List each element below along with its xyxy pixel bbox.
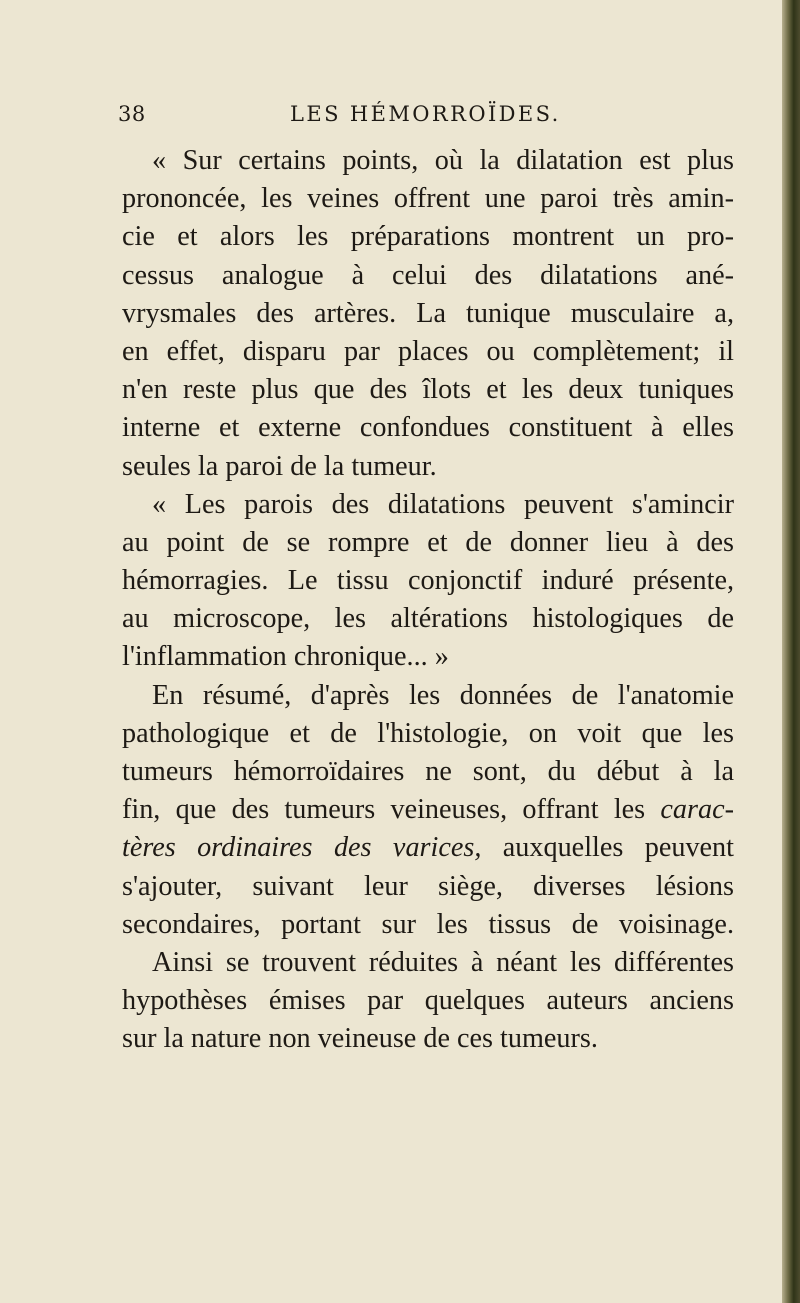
text-line: s'ajouter, suivant leur siège, diverses lésions: [122, 870, 734, 902]
italic-text: carac-: [660, 794, 734, 826]
text-line: interne et externe confondues constituent à elles: [122, 412, 734, 444]
text-line: seules la paroi de la tumeur.: [122, 450, 437, 482]
text-line: au microscope, les altérations histologiques de: [122, 603, 734, 635]
text-line: n'en reste plus que des îlots et les deux tuniques: [122, 374, 734, 406]
page-header: [118, 102, 678, 132]
text-fragment: fin, que des tumeurs veineuses, offrant les: [122, 794, 646, 826]
text-line: tumeurs hémorroïdaires ne sont, du début à la: [122, 756, 734, 787]
text-line: vrysmales des artères. La tunique musculaire a,: [122, 297, 734, 329]
text-line: hémorragies. Le tissu conjonctif induré présente,: [122, 565, 734, 597]
text-line: secondaires, portant sur les tissus de voisinage.: [122, 908, 734, 940]
text-line: cie et alors les préparations montrent un pro-: [122, 221, 734, 253]
text-line: Ainsi se trouvent réduites à néant les différentes: [152, 946, 734, 978]
text-line: « Les parois des dilatations peuvent s'amincir: [152, 488, 734, 520]
text-line: [122, 829, 734, 867]
text-line: au point de se rompre et de donner lieu à des: [122, 526, 734, 558]
text-line: cessus analogue à celui des dilatations ané-: [122, 259, 734, 291]
binding-edge: [782, 0, 800, 1303]
body-text: [122, 142, 734, 1059]
italic-text: tères ordinaires des varices,: [122, 832, 482, 864]
text-line: en effet, disparu par places ou complètement; il: [122, 335, 734, 367]
text-line: « Sur certains points, où la dilatation est plus: [152, 145, 734, 176]
text-line: prononcée, les veines offrent une paroi très amin-: [122, 183, 734, 215]
text-line: pathologique et de l'histologie, on voit que les: [122, 717, 734, 749]
text-line: sur la nature non veineuse de ces tumeurs.: [122, 1023, 598, 1055]
text-line: En résumé, d'après les données de l'anatomie: [152, 679, 734, 711]
page-number: 38: [118, 102, 146, 126]
running-title: LES HÉMORROÏDES.: [290, 102, 561, 126]
text-line: [122, 791, 734, 829]
text-line: hypothèses émises par quelques auteurs anciens: [122, 985, 734, 1017]
text-line: l'inflammation chronique... »: [122, 641, 449, 673]
text-fragment: auxquelles peuvent: [502, 832, 734, 864]
